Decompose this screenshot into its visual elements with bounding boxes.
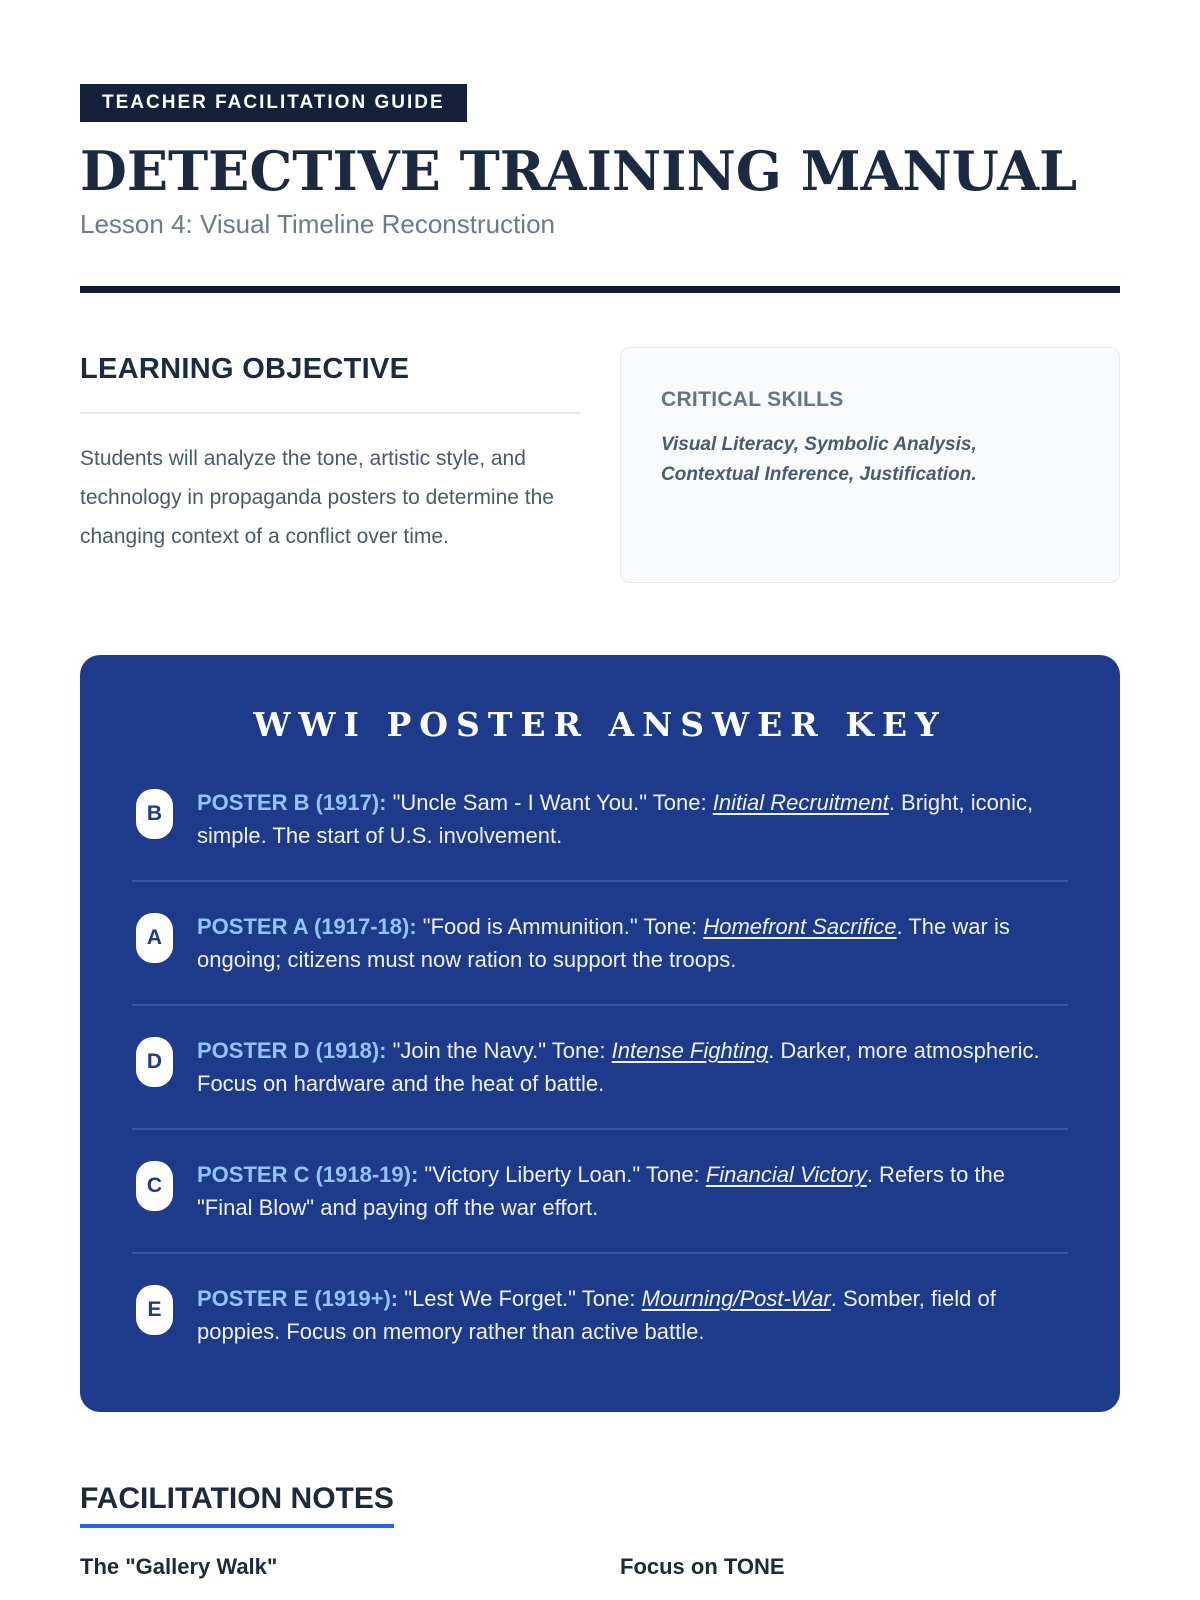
learning-objective-column [80, 347, 580, 583]
poster-a-text [197, 910, 1057, 976]
poster-b-label: POSTER B (1917): [197, 790, 387, 816]
poster-c-badge: C [136, 1161, 173, 1211]
poster-a-tone: Homefront Sacrifice [703, 914, 897, 940]
poster-e-text [197, 1282, 1057, 1348]
answer-key-panel [80, 655, 1120, 1412]
focus-on-tone-heading: Focus on TONE [620, 1554, 785, 1580]
gallery-walk-heading: The "Gallery Walk" [80, 1554, 278, 1580]
learning-objective-heading: LEARNING OBJECTIVE [80, 353, 410, 386]
critical-skills-text: Visual Literacy, Symbolic Analysis, Contextual Inference, Justification. [661, 434, 977, 485]
poster-a-label: POSTER A (1917-18): [197, 914, 417, 940]
poster-d-text [197, 1034, 1057, 1100]
critical-skills-heading: CRITICAL SKILLS [661, 388, 844, 412]
poster-a-pre-tone: "Food is Ammunition." Tone: [416, 914, 704, 940]
page-title: DETECTIVE TRAINING MANUAL [80, 139, 1078, 203]
poster-d-post-tone: . Darker, more atmospheric. Focus on hardware and the heat of battle. [197, 1038, 1040, 1097]
answer-key-item-c [132, 1130, 1068, 1252]
poster-e-tone: Mourning/Post-War [641, 1286, 831, 1312]
poster-c-tone: Financial Victory [705, 1162, 867, 1188]
poster-a-badge: A [136, 913, 173, 963]
poster-c-pre-tone: "Victory Liberty Loan." Tone: [418, 1162, 706, 1188]
poster-b-text [197, 786, 1057, 852]
facilitation-notes-section [80, 1482, 1120, 1580]
objective-skills-section [80, 347, 1120, 583]
poster-b-tone: Initial Recruitment [712, 790, 889, 816]
poster-d-tone: Intense Fighting [611, 1038, 769, 1064]
kicker-badge: TEACHER FACILITATION GUIDE [80, 84, 467, 122]
poster-c-post-tone: . Refers to the "Final Blow" and paying off the war effort. [197, 1162, 1006, 1221]
poster-e-post-tone: . Somber, field of poppies. Focus on memory rather than active battle. [197, 1286, 996, 1345]
poster-d-pre-tone: "Join the Navy." Tone: [386, 1038, 612, 1064]
poster-b-badge: B [136, 789, 173, 839]
poster-d-label: POSTER D (1918): [197, 1038, 387, 1064]
poster-c-text [197, 1158, 1057, 1224]
answer-key-item-a [132, 882, 1068, 1004]
poster-e-badge: E [136, 1285, 173, 1335]
facilitation-notes-columns [80, 1554, 1120, 1580]
poster-b-pre-tone: "Uncle Sam - I Want You." Tone: [386, 790, 713, 816]
header-rule [80, 286, 1120, 293]
page-subtitle: Lesson 4: Visual Timeline Reconstruction [80, 209, 555, 240]
answer-key-item-d [132, 1006, 1068, 1128]
poster-e-pre-tone: "Lest We Forget." Tone: [398, 1286, 642, 1312]
poster-d-badge: D [136, 1037, 173, 1087]
poster-b-post-tone: . Bright, iconic, simple. The start of U.S. involvement. [197, 790, 1034, 849]
poster-c-label: POSTER C (1918-19): [197, 1162, 419, 1188]
poster-e-label: POSTER E (1919+): [197, 1286, 399, 1312]
answer-key-title: WWI POSTER ANSWER KEY [253, 705, 947, 745]
objective-divider [80, 412, 580, 414]
facilitation-notes-heading: FACILITATION NOTES [80, 1482, 394, 1528]
answer-key-item-e [132, 1254, 1068, 1376]
poster-a-post-tone: . The war is ongoing; citizens must now ration to support the troops. [197, 914, 1010, 973]
critical-skills-card [620, 347, 1120, 583]
learning-objective-text: Students will analyze the tone, artistic style, and technology in propaganda posters to determine the changing context of a conflict over time. [80, 447, 554, 549]
answer-key-item-b [132, 758, 1068, 880]
